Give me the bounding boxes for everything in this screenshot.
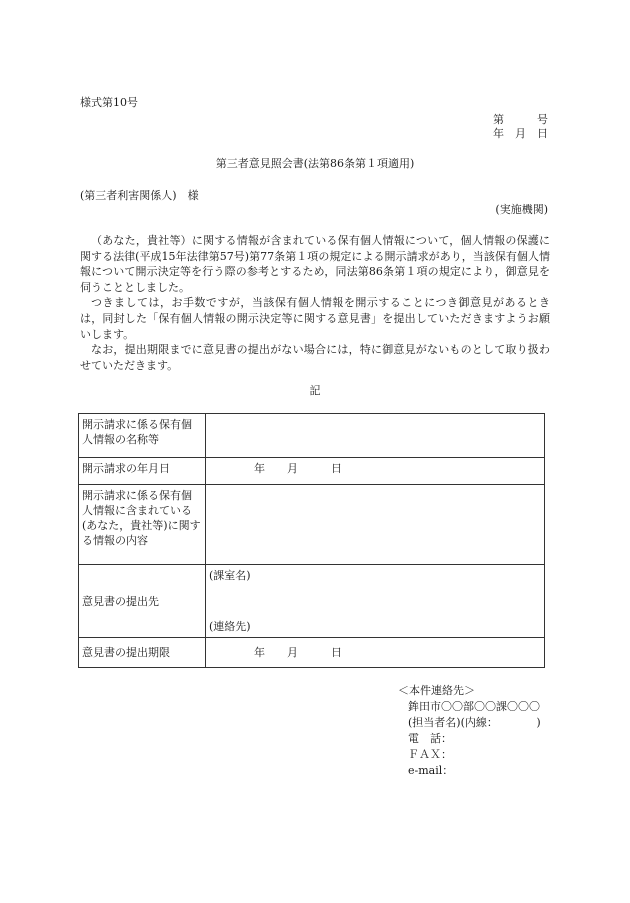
addressee: (第三者利害関係人) 様 [80,189,199,202]
table-row [79,485,545,565]
form-number: 様式第10号 [80,96,138,109]
table-row [79,638,545,668]
contact-info: (連絡先) [209,620,251,633]
table-row [79,458,545,485]
contact-phone: 電 話： [408,732,452,745]
row-label: 開示請求に係る保有個人情報の名称等 [79,414,206,458]
row-label: 開示請求の年月日 [79,458,206,485]
document-title: 第三者意見照会書(法第86条第１項適用) [215,157,415,170]
table-row [79,414,545,458]
table-row [79,565,545,638]
document-number: 第 号 [493,113,548,126]
document-date: 年 月 日 [493,127,548,140]
contact-email: e-mail： [408,764,454,777]
row-value [206,414,545,458]
info-table [78,413,545,668]
contact-fax: ＦＡＸ： [408,748,452,761]
row-label: 意見書の提出期限 [79,638,206,668]
body-text [80,233,550,373]
body-paragraph-1: （あなた，貴社等）に関する情報が含まれている保有個人情報について，個人情報の保護に関する法律(平成15年法律第57号)第77条第１項の規定による開示請求があり，当該保有個人情報について開示決定等を行う際の参考とするため，同法第86条第１項の規定により，御意見を伺うこととしました。 [80,234,550,294]
contact-block [398,683,541,779]
section-name: (課室名) [209,569,251,582]
contact-office: 鉾田市〇〇部〇〇課〇〇〇 [408,700,540,713]
deadline-value: 年 月 日 [206,638,545,668]
contact-heading: ＜本件連絡先＞ [398,684,475,697]
body-paragraph-2: つきましては，お手数ですが，当該保有個人情報を開示することにつき御意見があるときは，同封した「保有個人情報の開示決定等に関する意見書」を提出していただきますようお願いします。 [80,296,550,341]
contact-person: (担当者名)(内線： ) [408,716,541,729]
body-paragraph-3: なお，提出期限までに意見書の提出がない場合には，特に御意見がないものとして取り扱わせていただきます。 [80,343,550,372]
request-date-value: 年 月 日 [206,458,545,485]
row-label: 意見書の提出先 [79,565,206,638]
row-value [206,485,545,565]
agency: (実施機関) [495,203,548,216]
ki-heading: 記 [309,384,321,397]
submission-destination [206,565,545,638]
row-label: 開示請求に係る保有個人情報に含まれている(あなた，貴社等)に関する情報の内容 [79,485,206,565]
